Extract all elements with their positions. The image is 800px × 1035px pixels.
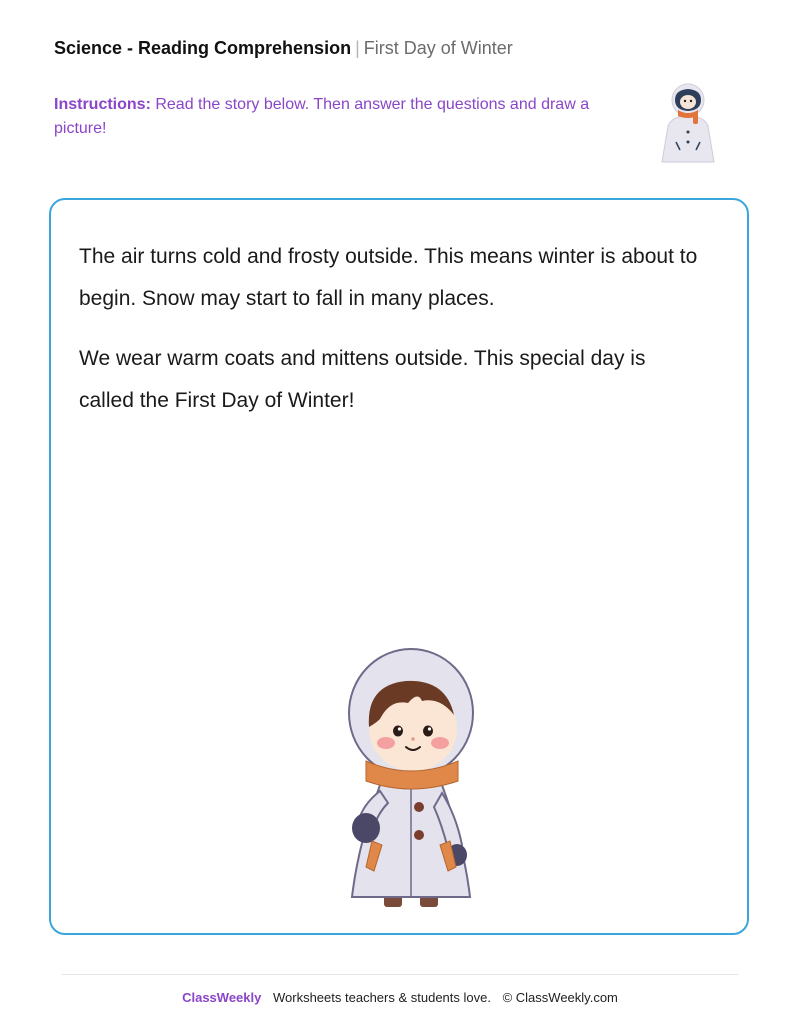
child-in-winter-coat-icon: [654, 80, 722, 170]
footer-divider: [62, 974, 738, 975]
story-paragraph-1: The air turns cold and frosty outside. This means winter is about to begin. Snow may start to fall in many places.: [79, 245, 698, 310]
footer-copyright: © ClassWeekly.com: [502, 990, 618, 1005]
instructions-label: Instructions:: [54, 96, 151, 113]
footer-brand: ClassWeekly: [182, 990, 262, 1005]
story-text: [79, 236, 699, 440]
instructions: [54, 93, 614, 141]
story-box: [49, 198, 749, 935]
subject-title: Science - Reading Comprehension: [54, 38, 352, 58]
header-separator: |: [355, 38, 360, 58]
child-in-winter-coat-illustration: [336, 645, 486, 915]
footer: [0, 990, 800, 1005]
instructions-text: Read the story below. Then answer the questions and draw a picture!: [54, 96, 590, 137]
worksheet-header: [54, 36, 513, 60]
story-paragraph-2: We wear warm coats and mittens outside. This special day is called the First Day of Winter!: [79, 347, 646, 412]
topic-title: First Day of Winter: [363, 38, 513, 58]
footer-tagline: Worksheets teachers & students love.: [272, 990, 491, 1005]
